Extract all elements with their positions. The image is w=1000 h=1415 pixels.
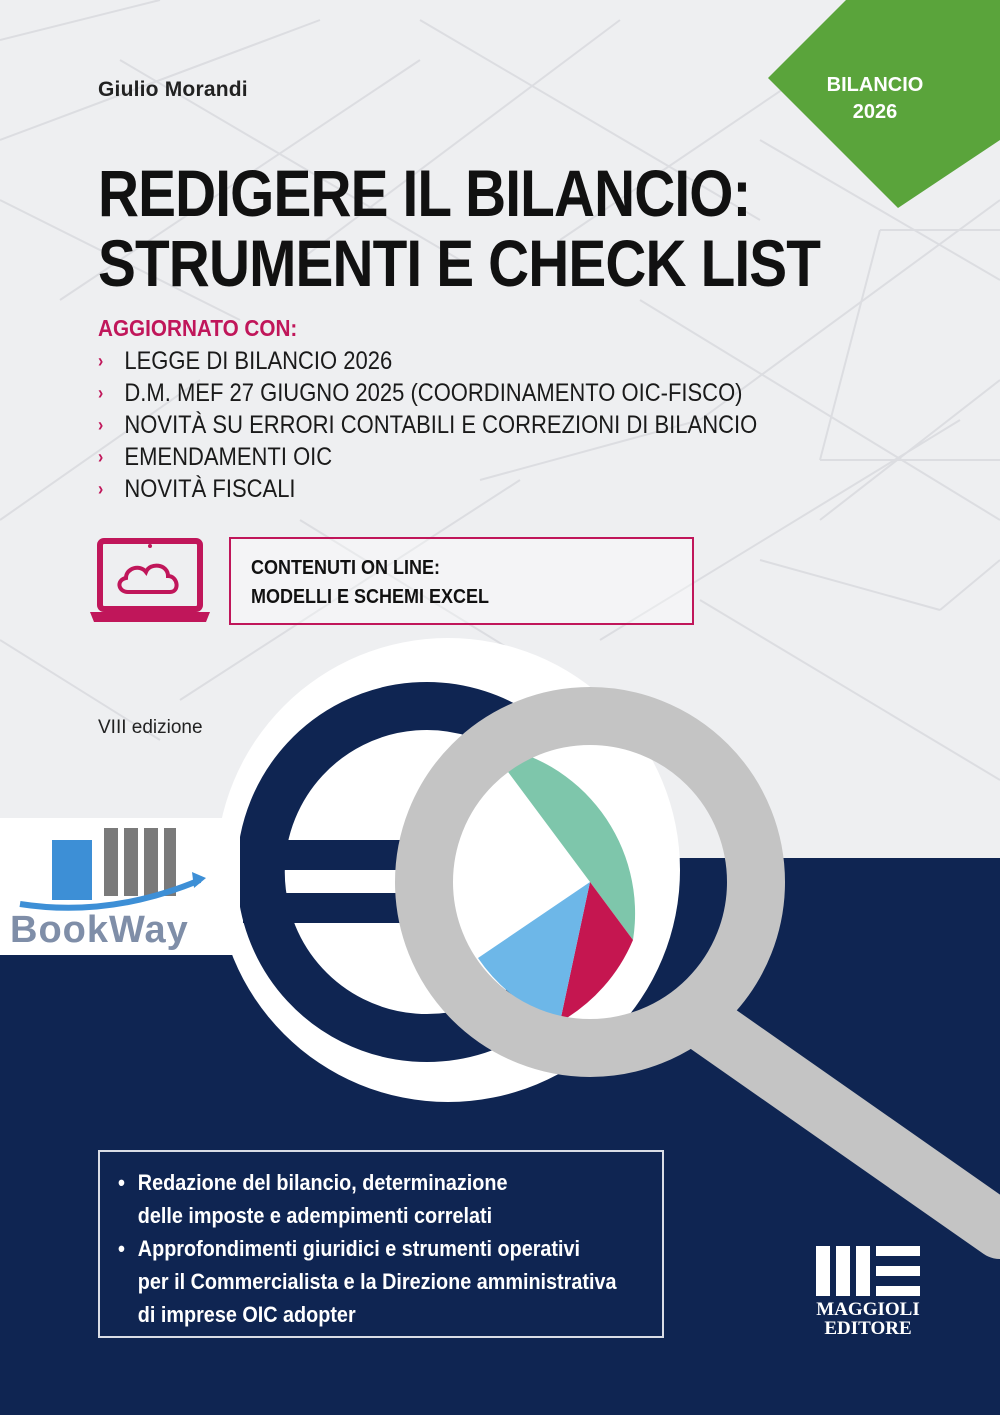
- title-line-2: STRUMENTI E CHECK LIST: [98, 226, 821, 300]
- chevron-right-icon: ›: [98, 446, 104, 467]
- update-text: NOVITÀ SU ERRORI CONTABILI E CORREZIONI DI BILANCIO: [124, 410, 758, 439]
- highlight-line: di imprese OIC adopter: [137, 1302, 356, 1327]
- publisher-name: [812, 1300, 924, 1338]
- list-item: [98, 473, 757, 505]
- year-badge-text: [800, 72, 950, 126]
- list-item: [118, 1166, 617, 1232]
- highlights-box: [98, 1150, 664, 1338]
- online-line-1: CONTENUTI ON LINE:: [251, 557, 440, 579]
- laptop-cloud-icon: [90, 538, 210, 624]
- publisher-line-1: MAGGIOLI: [816, 1299, 920, 1320]
- chevron-right-icon: ›: [98, 382, 104, 403]
- update-text: D.M. MEF 27 GIUGNO 2025 (COORDINAMENTO OIC-FISCO): [124, 378, 743, 407]
- list-item: [118, 1232, 617, 1331]
- updates-heading: AGGIORNATO CON:: [98, 315, 298, 341]
- list-item: [98, 441, 757, 473]
- book-title: [98, 158, 820, 298]
- online-content-box: [229, 537, 694, 625]
- highlight-line: Approfondimenti giuridici e strumenti operativi: [137, 1236, 581, 1261]
- update-text: NOVITÀ FISCALI: [124, 474, 296, 503]
- update-text: EMENDAMENTI OIC: [124, 442, 333, 471]
- chevron-right-icon: ›: [98, 350, 104, 371]
- update-text: LEGGE DI BILANCIO 2026: [124, 346, 393, 375]
- list-item: [98, 377, 757, 409]
- bullet-icon: •: [118, 1236, 125, 1261]
- chevron-right-icon: ›: [98, 478, 104, 499]
- badge-line-2: 2026: [852, 101, 898, 123]
- updates-list: [98, 345, 847, 505]
- highlight-line: Redazione del bilancio, determinazione: [137, 1170, 508, 1195]
- highlights-list: [118, 1166, 617, 1331]
- bookway-logo-icon: [0, 818, 240, 955]
- list-item: [98, 345, 757, 377]
- chevron-right-icon: ›: [98, 414, 104, 435]
- publisher-logo: [812, 1244, 924, 1340]
- highlight-line: per il Commercialista e la Direzione amministrativa: [137, 1269, 617, 1294]
- badge-line-1: BILANCIO: [826, 74, 924, 96]
- author-name: Giulio Morandi: [98, 78, 248, 101]
- bullet-icon: •: [118, 1170, 125, 1195]
- title-line-1: REDIGERE IL BILANCIO:: [98, 156, 751, 230]
- online-line-2: MODELLI E SCHEMI EXCEL: [251, 586, 490, 608]
- edition-label: VIII edizione: [98, 717, 203, 738]
- maggioli-mark-icon: [816, 1244, 920, 1298]
- watermark-text: BookWay: [10, 909, 189, 951]
- watermark-logo: [0, 818, 240, 955]
- list-item: [98, 409, 757, 441]
- highlight-line: delle imposte e adempimenti correlati: [137, 1203, 493, 1228]
- publisher-line-2: EDITORE: [824, 1318, 912, 1339]
